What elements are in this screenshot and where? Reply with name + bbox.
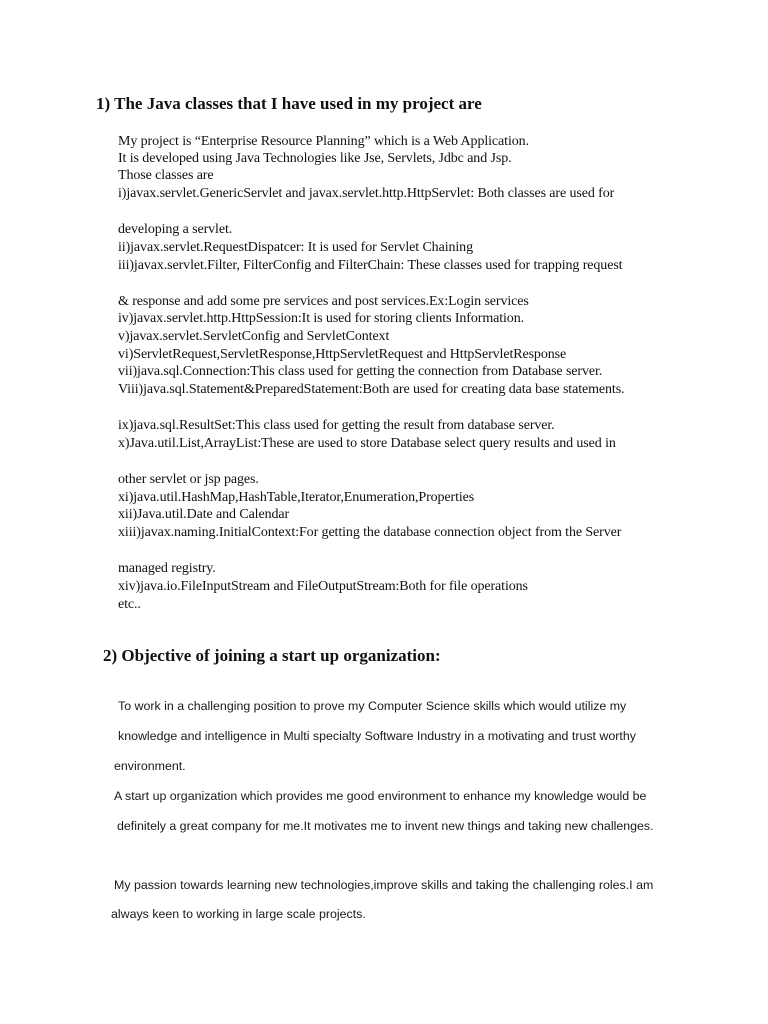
section-2-line: A start up organization which provides me good environment to enhance my knowledge would be bbox=[114, 789, 647, 803]
section-1-line: xii)Java.util.Date and Calendar bbox=[118, 507, 290, 522]
section-1-line: v)javax.servlet.ServletConfig and ServletContext bbox=[118, 329, 390, 344]
section-1-line: etc.. bbox=[118, 597, 141, 612]
section-1-line: iii)javax.servlet.Filter, FilterConfig and FilterChain: These classes used for trapping request bbox=[118, 258, 623, 273]
section-2-line: environment. bbox=[114, 759, 186, 773]
section-1-heading: 1) The Java classes that I have used in my project are bbox=[96, 94, 482, 113]
section-1-line: vi)ServletRequest,ServletResponse,HttpServletRequest and HttpServletResponse bbox=[118, 347, 567, 362]
section-1-line: other servlet or jsp pages. bbox=[118, 472, 259, 487]
section-1-line: It is developed using Java Technologies like Jse, Servlets, Jdbc and Jsp. bbox=[118, 151, 512, 166]
section-1-line: Those classes are bbox=[118, 168, 214, 183]
section-2-line: My passion towards learning new technologies,improve skills and taking the challenging roles.I am bbox=[114, 878, 654, 892]
section-1-line: managed registry. bbox=[118, 561, 216, 576]
section-1-line: ix)java.sql.ResultSet:This class used for getting the result from database server. bbox=[118, 418, 555, 433]
section-1-line: x)Java.util.List,ArrayList:These are used to store Database select query results and used in bbox=[118, 436, 616, 451]
section-2-line: To work in a challenging position to prove my Computer Science skills which would utilize my bbox=[118, 699, 627, 713]
section-2-line: knowledge and intelligence in Multi specialty Software Industry in a motivating and trust worthy bbox=[118, 729, 636, 743]
section-2-line: definitely a great company for me.It motivates me to invent new things and taking new challenges. bbox=[117, 819, 654, 833]
section-1-line: i)javax.servlet.GenericServlet and javax.servlet.http.HttpServlet: Both classes are used for bbox=[118, 186, 615, 201]
section-2-heading: 2) Objective of joining a start up organization: bbox=[103, 646, 441, 665]
section-1-line: & response and add some pre services and post services.Ex:Login services bbox=[118, 294, 529, 309]
section-1-line: ii)javax.servlet.RequestDispatcer: It is used for Servlet Chaining bbox=[118, 240, 473, 255]
section-1-line: vii)java.sql.Connection:This class used for getting the connection from Database server. bbox=[118, 364, 603, 379]
section-1-line: iv)javax.servlet.http.HttpSession:It is used for storing clients Information. bbox=[118, 311, 525, 326]
section-1-line: xiii)javax.naming.InitialContext:For getting the database connection object from the Server bbox=[118, 525, 622, 540]
section-1-line: developing a servlet. bbox=[118, 222, 233, 237]
section-1-line: My project is “Enterprise Resource Planning” which is a Web Application. bbox=[118, 134, 529, 149]
section-1-line: xiv)java.io.FileInputStream and FileOutputStream:Both for file operations bbox=[118, 579, 528, 594]
section-1-line: Viii)java.sql.Statement&PreparedStatement:Both are used for creating data base statements. bbox=[118, 382, 625, 397]
section-2-line: always keen to working in large scale projects. bbox=[111, 907, 366, 921]
section-1-line: xi)java.util.HashMap,HashTable,Iterator,Enumeration,Properties bbox=[118, 490, 475, 505]
